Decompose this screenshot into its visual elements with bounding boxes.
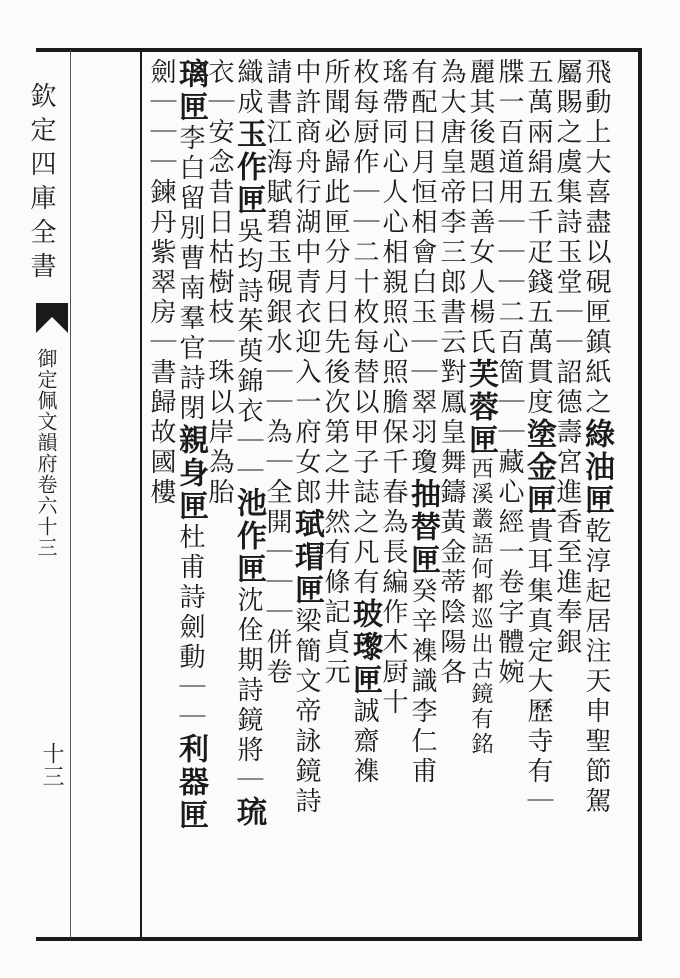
body-text: ｜｜ <box>552 298 582 358</box>
margin-divider <box>70 50 71 938</box>
entry-heading: 玉作匣 <box>231 118 266 217</box>
frame-left-rule <box>140 50 142 938</box>
fish-tail-mark <box>36 303 68 333</box>
body-text: ｜珠以岸為胎 <box>204 328 234 508</box>
body-text: 李白留別曹南羣官詩閉 <box>175 124 205 424</box>
body-text: 云對鳳皇舞鑄黃金蒂陰陽各 <box>436 328 466 688</box>
frame-right-rule <box>638 48 642 941</box>
collection-title: 欽定四庫全書 <box>26 82 56 286</box>
body-text: 誠齋襍 <box>349 697 379 787</box>
body-text: 衣 <box>204 58 234 88</box>
body-text: 劍｜｜｜鍊丹紫翠房 <box>146 58 176 328</box>
body-text: 屬賜之虞集詩玉堂 <box>552 58 582 298</box>
body-text: 乾淳起居注天申聖節駕 <box>581 517 611 817</box>
body-text: 為大唐皇帝李三郎書 <box>436 58 466 328</box>
body-text: 杜甫詩劍動｜｜ <box>175 523 205 733</box>
body-text: 為長編作木厨十 <box>378 508 408 718</box>
entry-heading: 珷瑁匣 <box>289 508 324 607</box>
body-text: 梁簡文帝詠鏡詩 <box>291 607 321 817</box>
body-text: 記貞元 <box>320 598 350 688</box>
entry-heading: 親身匣 <box>173 424 208 523</box>
body-text: 癸辛襍識李仁甫 <box>407 577 437 787</box>
body-text: 麗其後題曰善女人楊氏 <box>465 58 495 358</box>
frame-bottom-rule <box>36 937 642 941</box>
frame-top-rule <box>36 48 642 52</box>
body-text: 五萬兩絹五千疋錢五萬貫度 <box>523 58 553 418</box>
body-text: 中許商舟行湖中青衣迎入一府女郎 <box>291 58 321 508</box>
body-text: 翠羽瓊 <box>407 388 437 478</box>
entry-heading: 琉 <box>231 796 266 829</box>
body-text: ｜ <box>523 787 553 817</box>
entry-heading: 利器匣 <box>173 733 208 832</box>
folio-number: 十三 <box>39 742 64 788</box>
body-text: ｜書歸故國樓 <box>146 328 176 508</box>
body-text: 全開｜｜｜併卷 <box>262 478 292 688</box>
body-text: 請書江海賦碧玉硯銀水｜｜為｜ <box>262 58 292 478</box>
body-text: 有配日月恒相會白玉｜｜ <box>407 58 437 388</box>
text-column <box>147 58 203 930</box>
annotation-text: 西溪叢語何都巡出古鏡有銘 <box>468 457 493 757</box>
entry-heading: 芙蓉匣 <box>463 358 498 457</box>
body-text: 牒一百道用｜｜｜二百箇 <box>494 58 524 388</box>
body-text: 吳均詩茱萸錦衣｜｜ <box>233 217 263 487</box>
entry-heading: 塗金匣 <box>521 418 556 517</box>
body-text: 詔德壽宮進香至進奉銀 <box>552 358 582 658</box>
body-text: 瑤帶同心人心相親照心照膽保千春 <box>378 58 408 508</box>
entry-heading: 玻瓈匣 <box>347 598 382 697</box>
body-text: 織成 <box>233 58 263 118</box>
body-text: 枚每厨作｜｜二十枚每替以甲子誌之凡有 <box>349 58 379 598</box>
body-text: 貴耳集真定大歷寺有 <box>523 517 553 787</box>
entry-heading: 池作匣 <box>231 487 266 586</box>
body-text: 沈佺期詩鏡將｜ <box>233 586 263 796</box>
body-text: 飛動上大喜盡以硯匣鎮紙之 <box>581 58 611 418</box>
column-text <box>147 58 175 508</box>
book-title: 御定佩文韻府卷六十三 <box>34 348 58 558</box>
body-text: ｜｜藏心經一卷字體婉 <box>494 388 524 688</box>
entry-heading: 抽替匣 <box>405 478 440 577</box>
body-text: ｜安念昔日枯樹枝 <box>204 88 234 328</box>
entry-heading: 璃匣 <box>173 58 208 124</box>
entry-heading: 綠油匣 <box>579 418 614 517</box>
body-text: 所聞必歸此匣分月日先後次第之井然有條 <box>320 58 350 598</box>
